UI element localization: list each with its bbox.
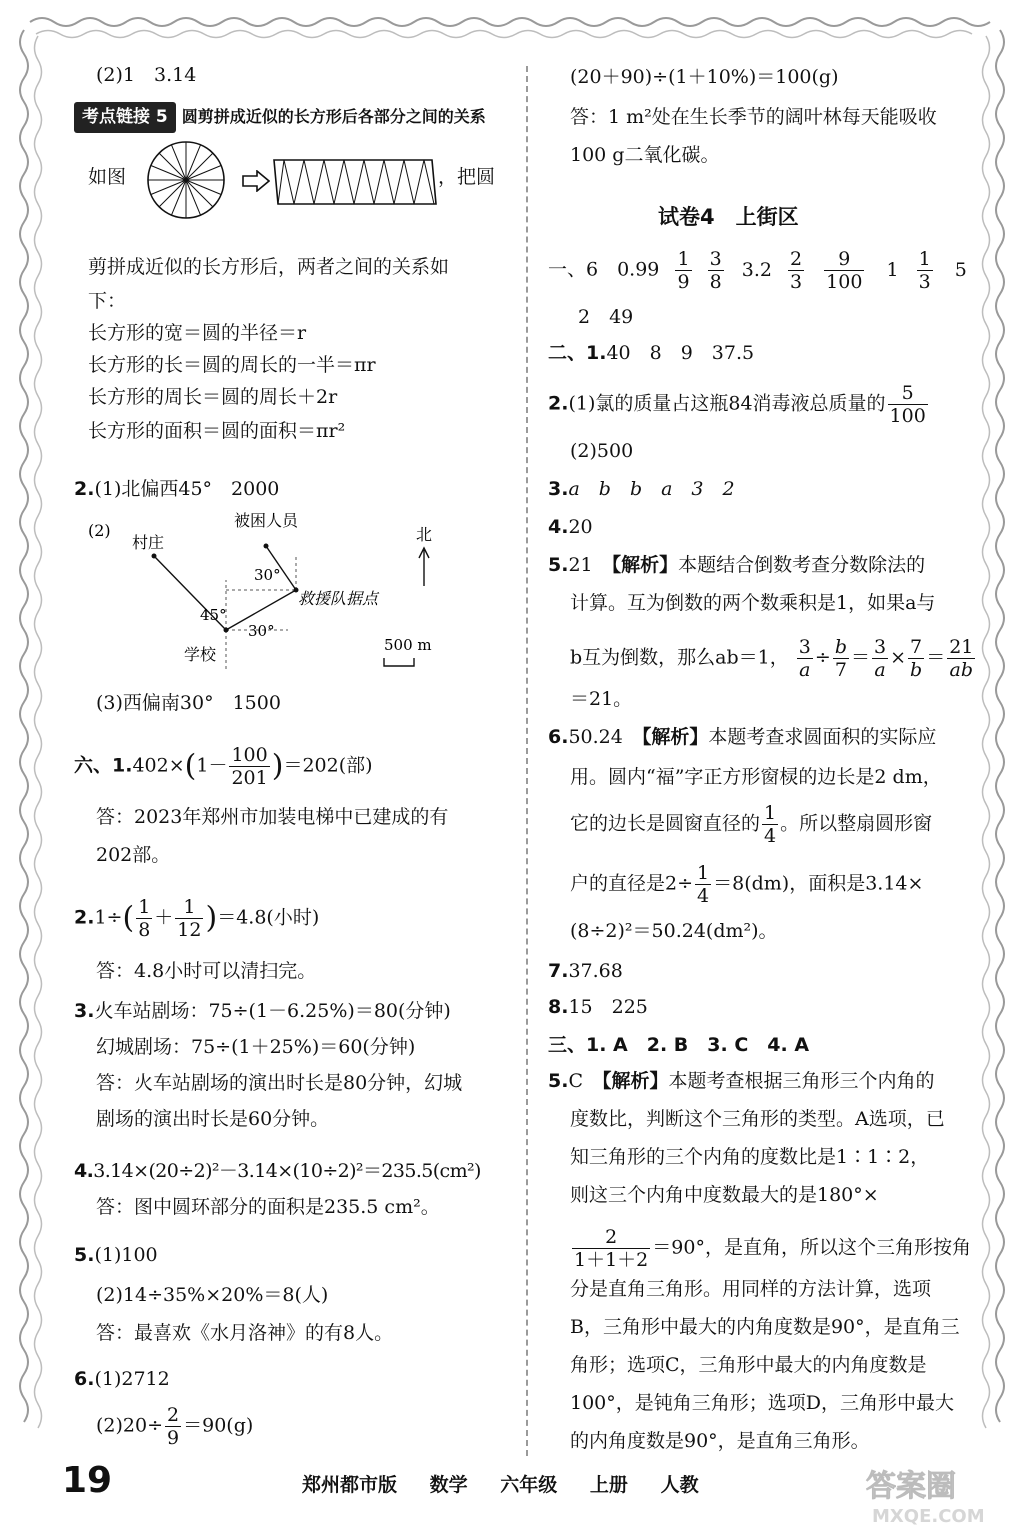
section-6-q3 xyxy=(74,998,451,1025)
question-number: 7. xyxy=(548,960,569,982)
answer-text: 答：最喜欢《水月洛神》的有8人。 xyxy=(96,1322,394,1344)
analysis-text: b互为倒数，那么ab＝1， xyxy=(570,646,789,669)
expr: (1)2712 xyxy=(94,1368,170,1390)
part-1-answers xyxy=(548,248,967,293)
kaodian-title: 圆剪拼成近似的长方形后各部分之间的关系 xyxy=(181,107,486,126)
expr: 37.68 xyxy=(568,960,623,982)
expr: 幻城剧场：75÷(1＋25%)＝60(分钟) xyxy=(96,1036,416,1058)
text-line: 下： xyxy=(88,290,127,312)
expr: C xyxy=(568,1070,583,1092)
question-number: 5. xyxy=(548,554,569,576)
section-6-q2: 2.1÷( $\frac{1}{8}$ ＋ $\frac{1}{12}$ )＝4.8(小时) xyxy=(74,896,320,941)
part-2-q5 xyxy=(548,552,925,579)
part-3-answers: 三、1. A 2. B 3. C 4. A xyxy=(548,1034,810,1056)
analysis-text: 本题结合倒数考查分数除法的 xyxy=(678,554,926,576)
expr: 50.24 xyxy=(568,726,623,748)
fraction: $\frac{1}{8}$ xyxy=(138,896,151,941)
fraction: $\frac{5}{100}$ xyxy=(889,382,926,427)
footer-info xyxy=(302,1470,725,1497)
watermark-logo xyxy=(856,1460,1006,1530)
answer-line: (2)1 3.14 xyxy=(96,64,197,86)
arrow-right-icon xyxy=(242,170,270,192)
figure-suffix: ，把圆 xyxy=(438,166,496,188)
page-footer xyxy=(62,1460,962,1510)
expr: 2 49 xyxy=(578,306,634,328)
watermark-text: 答案圈 xyxy=(866,1469,956,1504)
analysis-text: 度数比，判断这个三角形的类型。A选项，已 xyxy=(570,1108,945,1130)
expr: 40 8 9 37.5 xyxy=(606,342,755,364)
fraction: $\frac{100}{201}$ xyxy=(231,744,268,789)
kaodian-badge: 考点链接 5 xyxy=(74,102,176,133)
border-top-inner xyxy=(36,31,972,38)
trapped-label: 被困人员 xyxy=(234,511,299,530)
analysis-text: 本题考查求圆面积的实际应 xyxy=(708,726,937,748)
analysis-text: 则这三个内角中度数最大的是180°× xyxy=(570,1184,879,1206)
analysis-text: 计算。互为倒数的两个数乘积是1，如果a与 xyxy=(570,592,936,614)
section-6-q5 xyxy=(74,1242,158,1269)
fraction: $\frac{9}{100}$ xyxy=(826,248,863,293)
school-label: 学校 xyxy=(184,645,217,664)
figure-prefix: 如图 xyxy=(88,166,127,188)
analysis-text: ＝90°，是直角，所以这个三角形按角 xyxy=(652,1236,971,1259)
part-2-q3 xyxy=(548,476,735,503)
expr: 1 xyxy=(886,258,899,281)
village-label: 村庄 xyxy=(132,533,165,552)
border-right-inner xyxy=(983,36,990,1428)
part-2-q7 xyxy=(548,958,623,985)
analysis-text: B，三角形中最大的内角度数是90°，是直角三 xyxy=(570,1316,960,1338)
fraction: $\frac{1}{12}$ xyxy=(177,896,202,941)
expr: ＝202(部) xyxy=(283,754,373,777)
q6-part2 xyxy=(96,1404,253,1449)
fraction: $\frac{1}{4}$ xyxy=(697,862,710,907)
text-line: 剪拼成近似的长方形后，两者之间的关系如 xyxy=(88,256,450,278)
question-number: 5. xyxy=(74,1244,95,1266)
part-3-q5 xyxy=(548,1068,935,1095)
fraction: $\frac{7}{b}$ xyxy=(910,636,923,681)
fraction: $\frac{2}{9}$ xyxy=(167,1404,180,1449)
footer-publisher: 人教 xyxy=(660,1474,699,1496)
expr: 1÷ xyxy=(94,906,123,929)
question-number: 二、1. xyxy=(548,342,607,364)
page-number: 19 xyxy=(62,1460,113,1501)
fraction: $\frac{b}{7}$ xyxy=(834,636,847,681)
question-number: 3. xyxy=(548,478,569,500)
question-number: 4. xyxy=(74,1160,94,1182)
answer-text: 100 g二氧化碳。 xyxy=(570,144,720,166)
watermark-url: MXQE.COM xyxy=(872,1506,985,1527)
fraction: $\frac{3}{a}$ xyxy=(874,636,887,681)
expr: ＝4.8(小时) xyxy=(217,906,320,929)
part-2-q1 xyxy=(548,340,754,367)
fraction: $\frac{21}{ab}$ xyxy=(949,636,974,681)
expr: 1－ xyxy=(196,754,228,777)
footer-grade: 六年级 xyxy=(500,1474,558,1496)
answer-text: 答：火车站剧场的演出时长是80分钟，幻城 xyxy=(96,1072,463,1094)
map-part-label: (2) xyxy=(88,521,111,540)
formula-area: 长方形的面积＝圆的面积＝πr² xyxy=(88,420,346,442)
answer-text: 答：1 m²处在生长季节的阔叶林每天能吸收 xyxy=(570,106,937,128)
analysis-tag: 【解析】 xyxy=(602,1070,669,1092)
fraction: $\frac{1}{9}$ xyxy=(677,248,690,293)
rescue-map-diagram xyxy=(88,510,488,670)
scale-label: 500 m xyxy=(384,636,432,654)
expr: (20＋90)÷(1＋10%)＝100(g) xyxy=(570,66,839,88)
fraction: $\frac{3}{a}$ xyxy=(798,636,811,681)
rectangle-strip-figure xyxy=(270,156,438,208)
q6-line4 xyxy=(570,862,923,907)
analysis-text: ＝21。 xyxy=(570,688,633,710)
analysis-text: 角形；选项C，三角形中最大的内角度数是 xyxy=(570,1354,927,1376)
analysis-text: 本题考查根据三角形三个内角的 xyxy=(668,1070,935,1092)
fraction: $\frac{3}{8}$ xyxy=(709,248,722,293)
expr: 21 xyxy=(568,554,593,576)
expr: 3.2 xyxy=(741,258,772,281)
answer-text: 剧场的演出时长是60分钟。 xyxy=(96,1108,330,1130)
angle-45-label: 45° xyxy=(200,606,227,624)
question-number: 六、1. xyxy=(74,754,133,777)
question-number: 2. xyxy=(74,478,95,500)
analysis-text: 100°，是钝角三角形；选项D，三角形中最大 xyxy=(570,1392,954,1414)
angle-30b-label: 30° xyxy=(248,622,275,640)
footer-edition: 郑州都市版 xyxy=(302,1474,398,1496)
footer-subject: 数学 xyxy=(429,1474,468,1496)
fraction: $\frac{2}{1+1+2}$ xyxy=(574,1226,649,1271)
expr: (2)20÷ xyxy=(96,1414,164,1437)
footer-volume: 上册 xyxy=(589,1474,628,1496)
answer-text: 答：4.8小时可以清扫完。 xyxy=(96,960,317,982)
section-6-q4 xyxy=(74,1158,481,1185)
expr: (2)14÷35%×20%＝8(人) xyxy=(96,1284,329,1306)
part-2-q2 xyxy=(548,382,930,427)
formula-width: 长方形的宽＝圆的半径＝r xyxy=(88,322,307,344)
expr: 5 xyxy=(954,258,967,281)
border-right xyxy=(996,30,1004,1422)
expr: 一、6 0.99 xyxy=(548,258,660,281)
rescue-base-label: 救援队据点 xyxy=(298,589,379,608)
question-2 xyxy=(74,476,279,503)
fraction: $\frac{2}{3}$ xyxy=(790,248,803,293)
question-number: 2. xyxy=(548,392,569,415)
border-left-inner xyxy=(35,36,42,1428)
q5-formula-line: b互为倒数，那么ab＝1， $\frac{3}{a}$ ÷ $\frac{b}{7}$ ＝ $\frac{3}{a}$ × $\frac{7}{b}$ ＝ $\frac{21}{ab}$ xyxy=(570,636,974,681)
expr: a b b a 3 2 xyxy=(568,478,735,500)
circle-sectors-figure xyxy=(134,140,254,222)
answer-text: 答：2023年郑州市加装电梯中已建成的有 xyxy=(96,806,449,828)
analysis-text: 用。圆内“福”字正方形窗棂的边长是2 dm， xyxy=(570,766,942,788)
part-2-q8 xyxy=(548,994,648,1021)
expr: 20 xyxy=(568,516,593,538)
column-divider xyxy=(526,66,528,1456)
analysis-text: 分是直角三角形。用同样的方法计算，选项 xyxy=(570,1278,932,1300)
answer-text: (1)北偏西45° 2000 xyxy=(94,478,280,500)
analysis-text: 的内角度数是90°，是直角三角形。 xyxy=(570,1430,870,1452)
analysis-text: 它的边长是圆窗直径的 xyxy=(570,812,761,835)
fraction: $\frac{1}{4}$ xyxy=(764,802,777,847)
part-2-q6 xyxy=(548,724,936,751)
expr: 15 225 xyxy=(568,996,648,1018)
question-number: 4. xyxy=(548,516,569,538)
question-number: 2. xyxy=(74,906,95,929)
q5-fraction-line xyxy=(570,1226,971,1271)
angle-30a-label: 30° xyxy=(254,566,281,584)
expr: (1)氯的质量占这瓶84消毒液总质量的 xyxy=(568,392,886,415)
question-number: 5. xyxy=(548,1070,569,1092)
question-number: 6. xyxy=(548,726,569,748)
kaodian-header xyxy=(74,102,486,133)
answer-text: 202部。 xyxy=(96,844,171,866)
q6-line3 xyxy=(570,802,932,847)
answer-text: (3)西偏南30° 1500 xyxy=(96,692,281,714)
section-6-q6 xyxy=(74,1366,170,1393)
section-title: 试卷4 上街区 xyxy=(658,205,799,229)
expr: 3.14×(20÷2)²－3.14×(10÷2)²＝235.5(cm²) xyxy=(93,1160,481,1182)
north-label: 北 xyxy=(416,525,433,544)
question-number: 3. xyxy=(74,1000,95,1022)
border-top xyxy=(30,18,990,26)
analysis-text: 户的直径是2÷ xyxy=(570,872,694,895)
fraction: $\frac{1}{3}$ xyxy=(918,248,931,293)
section-6-q1: 六、1.402×(1－ $\frac{100}{201}$ )＝202(部) xyxy=(74,744,373,789)
analysis-tag: 【解析】 xyxy=(641,726,709,748)
formula-perimeter: 长方形的周长＝圆的周长＋2r xyxy=(88,386,338,408)
analysis-tag: 【解析】 xyxy=(611,554,679,576)
analysis-text: ＝8(dm)，面积是3.14× xyxy=(713,872,924,895)
question-number: 6. xyxy=(74,1368,95,1390)
question-number: 8. xyxy=(548,996,569,1018)
answer-text: 答：图中圆环部分的面积是235.5 cm²。 xyxy=(96,1196,440,1218)
formula-length: 长方形的长＝圆的周长的一半＝πr xyxy=(88,354,376,376)
part-2-q4 xyxy=(548,514,593,541)
analysis-text: 。所以整扇圆形窗 xyxy=(780,812,933,835)
expr: ＋ xyxy=(154,906,174,929)
expr: 402× xyxy=(132,754,185,777)
expr: ＝90(g) xyxy=(183,1414,254,1437)
analysis-text: (8÷2)²＝50.24(dm²)。 xyxy=(570,920,778,942)
analysis-text: 知三角形的三个内角的度数比是1∶1∶2， xyxy=(570,1146,930,1168)
expr: (2)500 xyxy=(570,440,634,462)
border-left xyxy=(20,30,28,1422)
expr: (1)100 xyxy=(94,1244,158,1266)
expr: 火车站剧场：75÷(1－6.25%)＝80(分钟) xyxy=(94,1000,451,1022)
